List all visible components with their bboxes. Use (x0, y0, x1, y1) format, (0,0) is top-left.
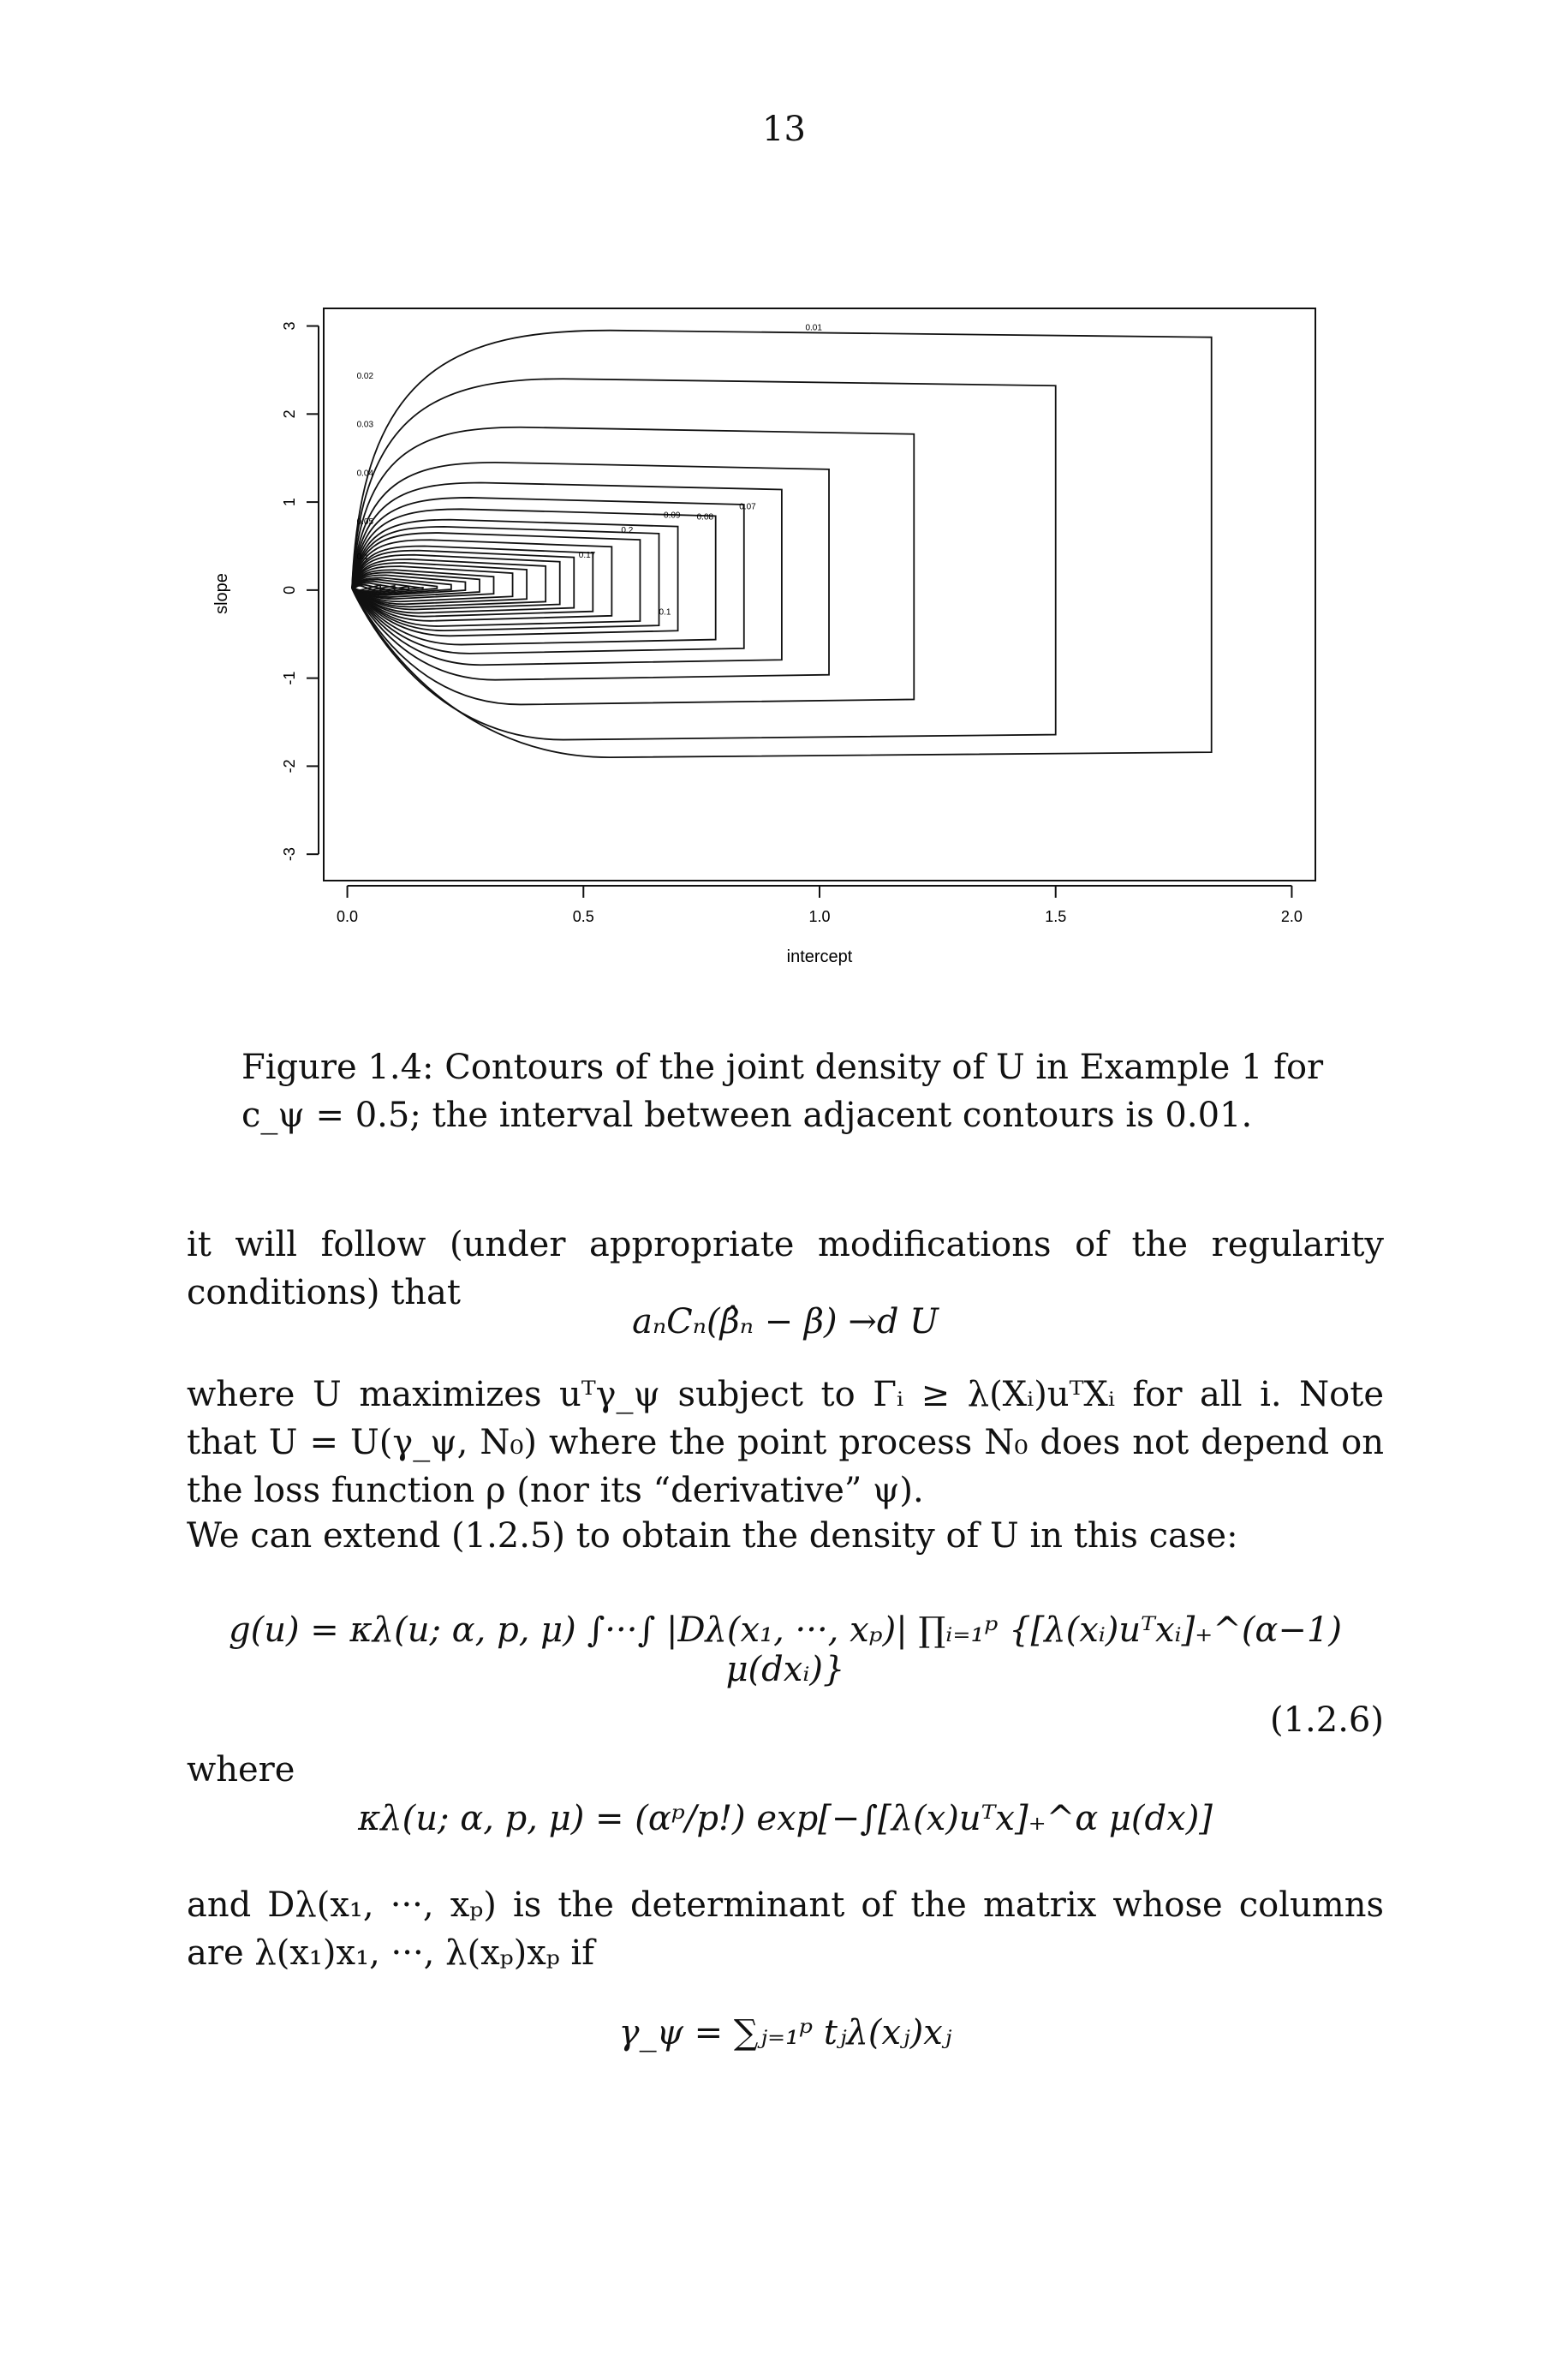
y-tick-label: -3 (281, 847, 298, 862)
contour-label: 0.07 (739, 502, 756, 512)
contour-label: 0.08 (696, 512, 714, 523)
contour-label: 0.02 (356, 372, 374, 382)
x-tick-label: 0.0 (337, 908, 359, 925)
x-tick-label: 2.0 (1280, 908, 1303, 925)
contour-lines (352, 331, 1212, 757)
contour-label: 0.03 (356, 420, 374, 430)
y-axis (281, 322, 319, 862)
equation-kappa: κλ(u; α, p, μ) = (αᵖ/p!) exp[−∫[λ(x)uᵀx]₊^α μ(dx)] (358, 1799, 1213, 1838)
paragraph-1: it will follow (under appropriate modifications of the regularity conditions) that (187, 1225, 1384, 1312)
equation-gamma: γ_ψ = ∑ⱼ₌₁ᵖ tⱼλ(xⱼ)xⱼ (618, 2013, 952, 2052)
contour-label: 0.01 (805, 323, 822, 333)
y-tick-label: 3 (281, 321, 298, 331)
y-tick-label: 1 (281, 498, 298, 507)
contour-figure (0, 0, 1568, 1011)
x-tick-label: 1.0 (808, 908, 831, 925)
contour-label: 0.1 (659, 607, 671, 618)
caption-label: Figure 1.4: (241, 1048, 434, 1087)
page-number: 13 (762, 110, 806, 149)
contour-label: 0.05 (356, 517, 374, 527)
x-axis (337, 886, 1303, 925)
y-tick-label: -2 (281, 759, 298, 774)
equation-number: (1.2.6) (1270, 1700, 1384, 1740)
contour-label: 0.04 (356, 469, 374, 479)
contour-label: 0.1 (356, 552, 369, 562)
equation-convergence: aₙCₙ(β̂ₙ − β) →d U (632, 1302, 939, 1341)
x-tick-label: 1.5 (1045, 908, 1067, 925)
y-tick-label: 0 (281, 585, 298, 594)
equation-density: g(u) = κλ(u; α, p, μ) ∫···∫ |Dλ(x₁, ···, xₚ)| ∏ᵢ₌₁ᵖ {[λ(xᵢ)uᵀxᵢ]₊^(α−1) μ(dxᵢ)} (229, 1610, 1342, 1689)
caption-text: Contours of the joint density of U in Example 1 for c_ψ = 0.5; the interval between adjacent contours is 0.01. (241, 1048, 1324, 1135)
paragraph-4: and Dλ(x₁, ···, xₚ) is the determinant of the matrix whose columns are λ(x₁)x₁, ···, λ(xₚ)xₚ if (187, 1885, 1384, 1973)
figure-caption (241, 1043, 1372, 1139)
y-axis-label: slope (212, 573, 231, 614)
x-tick-label: 0.5 (572, 908, 594, 925)
where-label: where (187, 1750, 295, 1789)
contour-line-0.02 (352, 379, 1056, 739)
paragraph-2: where U maximizes uᵀγ_ψ subject to Γᵢ ≥ λ(Xᵢ)uᵀXᵢ for all i. Note that U = U(γ_ψ, N₀) where the point process N₀ does not depend on the loss function ρ (nor its “derivative” ψ). (187, 1375, 1384, 1510)
contour-label: 0.09 (664, 511, 681, 521)
y-tick-label: 2 (281, 409, 298, 419)
contour-label: 0.2 (621, 526, 634, 536)
y-tick-label: -1 (281, 671, 298, 685)
x-axis-label: intercept (786, 947, 853, 966)
paragraph-3: We can extend (1.2.5) to obtain the density of U in this case: (187, 1516, 1238, 1556)
contour-label: 0.17 (578, 550, 596, 560)
